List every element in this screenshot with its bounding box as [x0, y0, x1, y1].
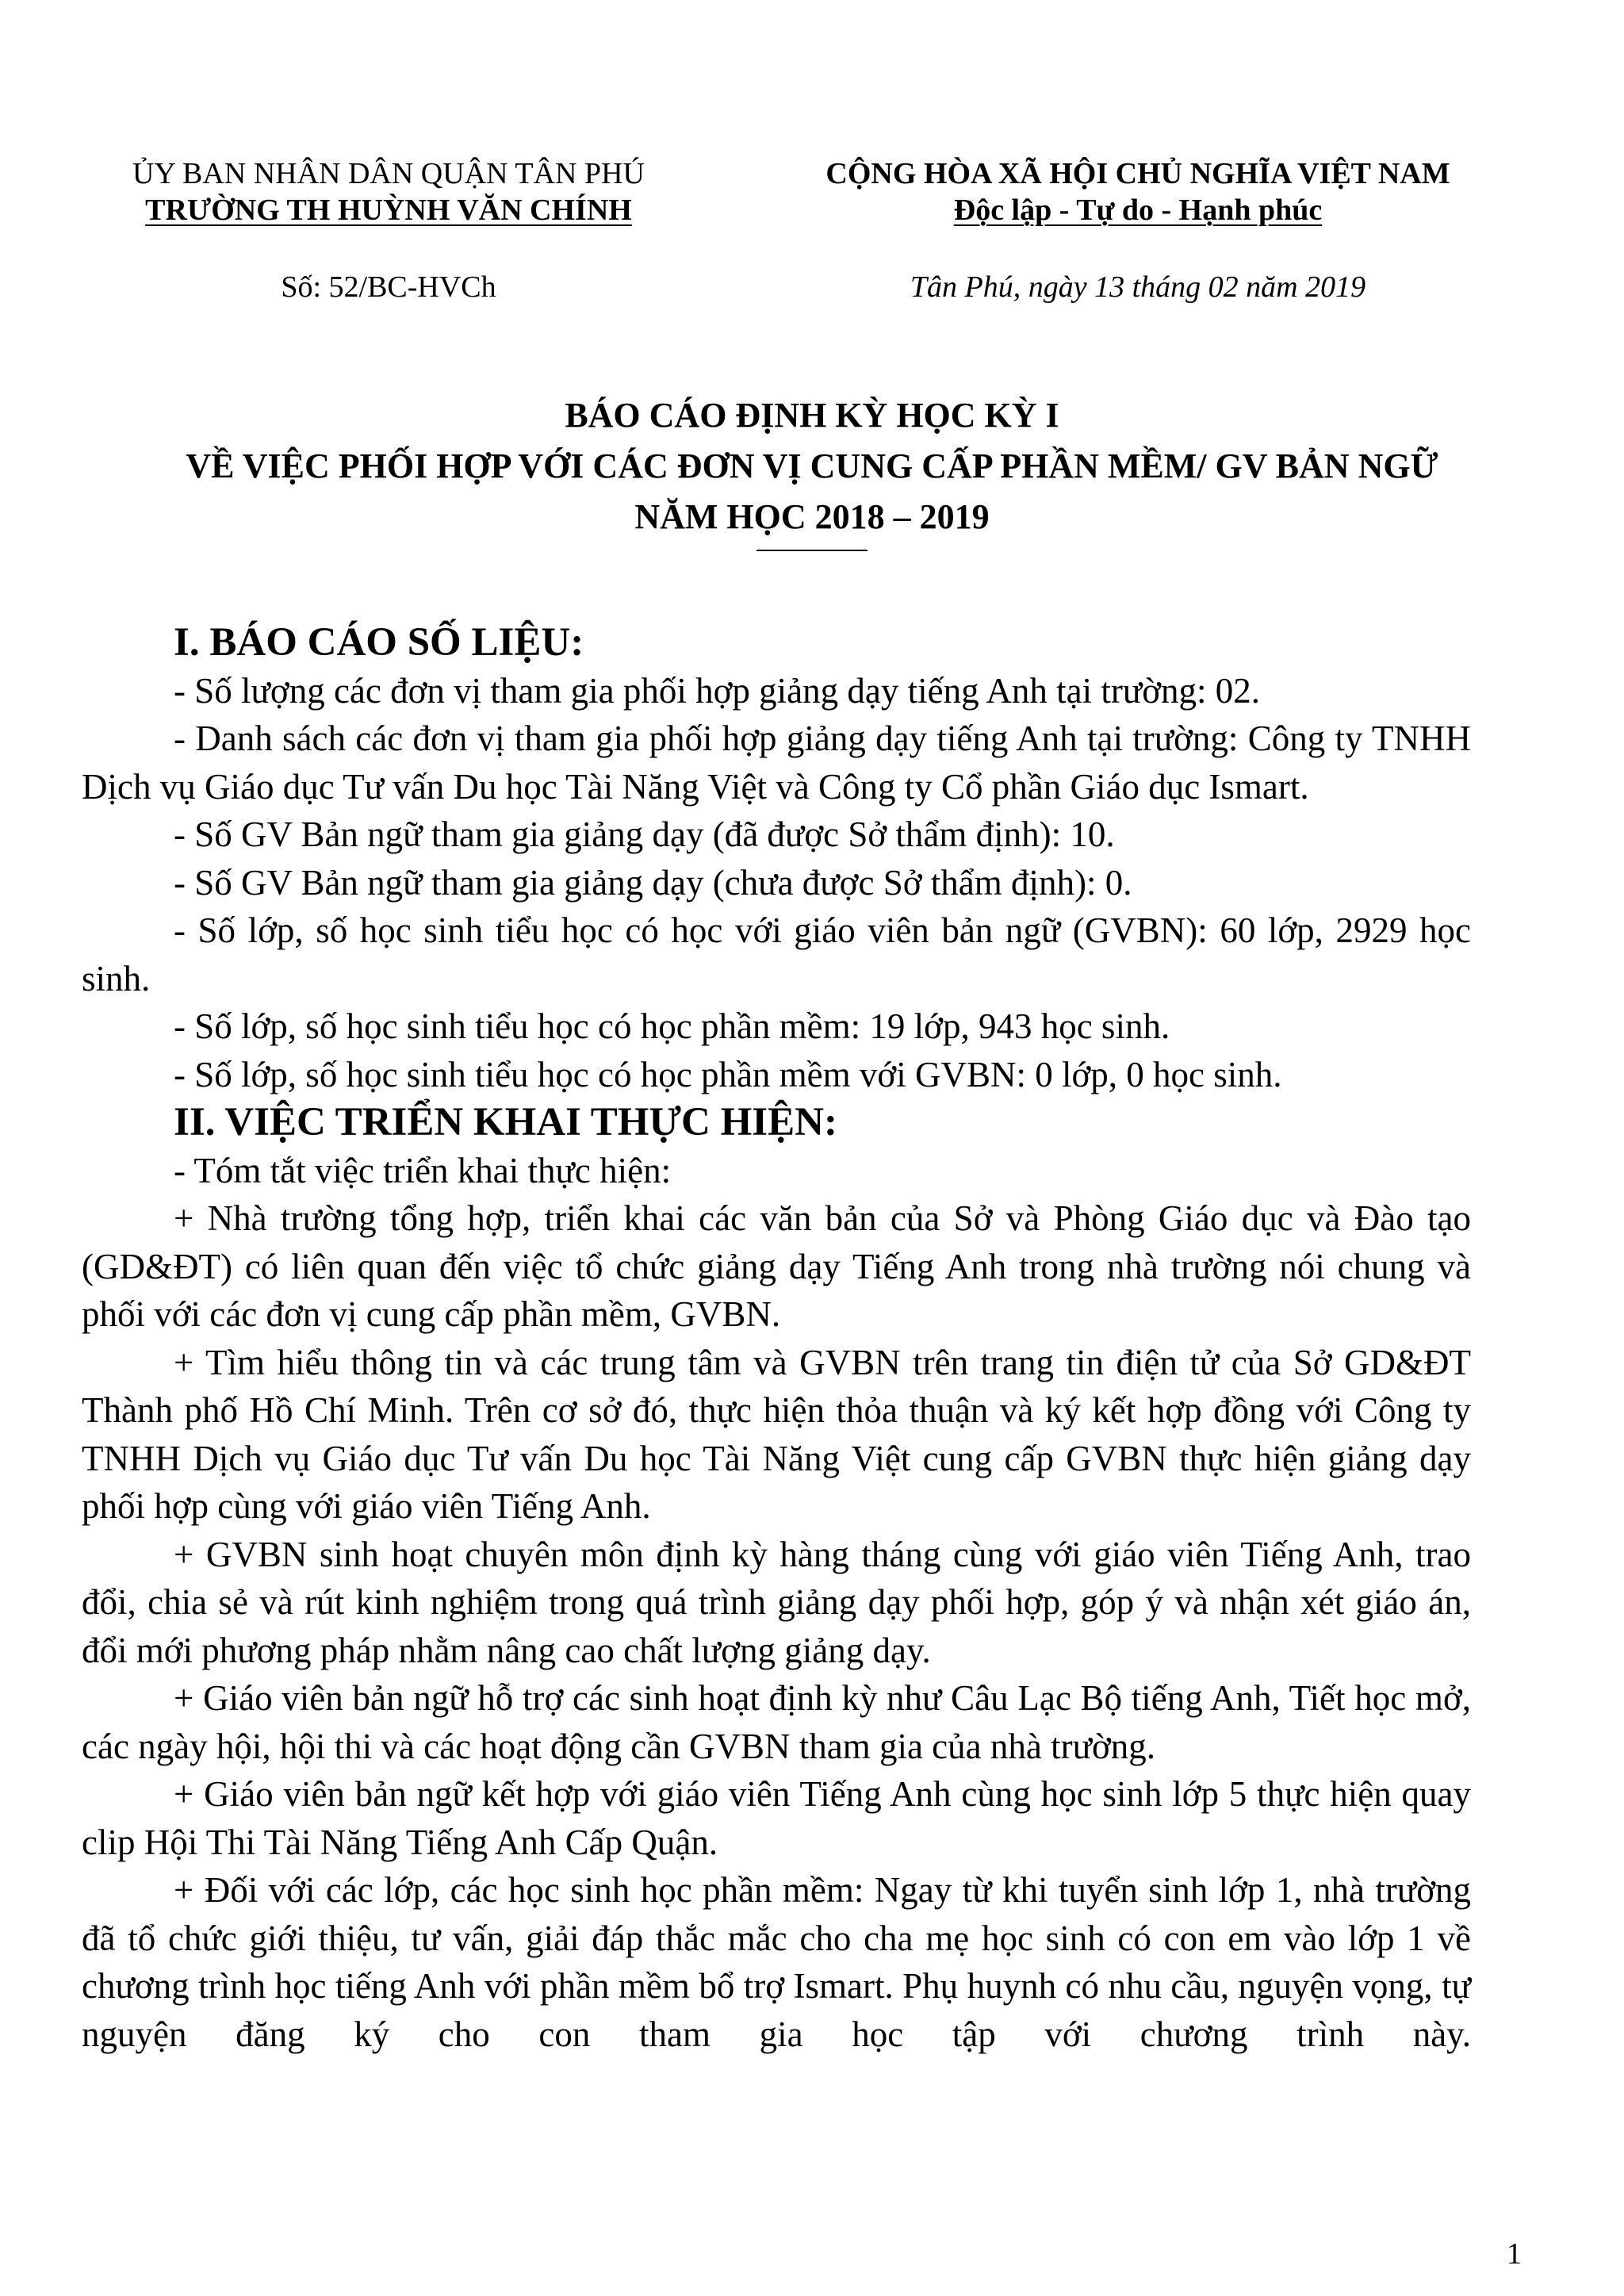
- country-name: CỘNG HÒA XÃ HỘI CHỦ NGHĨA VIỆT NAM: [825, 157, 1450, 190]
- section1-item: - Số lớp, số học sinh tiểu học có học với giáo viên bản ngữ (GVBN): 60 lớp, 2929 học sinh.: [82, 910, 1471, 999]
- section2-item: + Giáo viên bản ngữ kết hợp với giáo viên Tiếng Anh cùng học sinh lớp 5 thực hiện quay clip Hội Thi Tài Năng Tiếng Anh Cấp Quận.: [82, 1774, 1471, 1862]
- place-date: Tân Phú, ngày 13 tháng 02 năm 2019: [910, 270, 1366, 304]
- report-body: [82, 619, 1471, 2058]
- page-number: 1: [1507, 2237, 1522, 2271]
- section2-item: + Nhà trường tổng hợp, triển khai các văn bản của Sở và Phòng Giáo dục và Đào tạo (GD&ĐT) có liên quan đến việc tổ chức giảng dạy Tiếng Anh trong nhà trường nói chung và phối với các đơn vị cung cấp phần mềm, GVBN.: [82, 1198, 1471, 1334]
- report-title-line1: BÁO CÁO ĐỊNH KỲ HỌC KỲ I: [565, 396, 1059, 435]
- report-title-line2: VỀ VIỆC PHỐI HỢP VỚI CÁC ĐƠN VỊ CUNG CẤP PHẦN MỀM/ GV BẢN NGỮ: [186, 447, 1438, 485]
- section2-item: + Giáo viên bản ngữ hỗ trợ các sinh hoạt định kỳ như Câu Lạc Bộ tiếng Anh, Tiết học mở, các ngày hội, hội thi và các hoạt động cần GVBN tham gia của nhà trường.: [82, 1678, 1471, 1766]
- section-heading-1: I. BÁO CÁO SỐ LIỆU:: [174, 620, 584, 665]
- document-number: Số: 52/BC-HVCh: [281, 270, 496, 304]
- issuing-authority-block: [79, 155, 698, 228]
- section2-item: + Tìm hiểu thông tin và các trung tâm và GVBN trên trang tin điện tử của Sở GD&ĐT Thành phố Hồ Chí Minh. Trên cơ sở đó, thực hiện thỏa thuận và ký kết hợp đồng với Công ty TNHH Dịch vụ Giáo dục Tư vấn Du học Tài Năng Việt cung cấp GVBN thực hiện giảng dạy phối hợp cùng với giáo viên Tiếng Anh.: [82, 1342, 1471, 1526]
- title-divider: [756, 550, 868, 551]
- section-heading-2: II. VIỆC TRIỂN KHAI THỰC HIỆN:: [174, 1100, 837, 1144]
- section1-item: - Số lượng các đơn vị tham gia phối hợp giảng dạy tiếng Anh tại trường: 02.: [174, 670, 1261, 711]
- section2-item: + GVBN sinh hoạt chuyên môn định kỳ hàng tháng cùng với giáo viên Tiếng Anh, trao đổi, chia sẻ và rút kinh nghiệm trong quá trình giảng dạy phối hợp, góp ý và nhận xét giáo án, đổi mới phương pháp nhằm nâng cao chất lượng giảng dạy.: [82, 1534, 1471, 1670]
- section2-intro: - Tóm tắt việc triển khai thực hiện:: [174, 1150, 672, 1190]
- report-title-line3: NĂM HỌC 2018 – 2019: [634, 497, 990, 536]
- motto: Độc lập - Tự do - Hạnh phúc: [953, 194, 1323, 227]
- section1-item: - Số lớp, số học sinh tiểu học có học phần mềm: 19 lớp, 943 học sinh.: [174, 1006, 1170, 1046]
- national-motto-block: [761, 155, 1515, 228]
- district-committee: ỦY BAN NHÂN DÂN QUẬN TÂN PHÚ: [132, 157, 645, 190]
- section1-item: - Số GV Bản ngữ tham gia giảng dạy (đã được Sở thẩm định): 10.: [174, 815, 1115, 854]
- section1-item: - Số lớp, số học sinh tiểu học có học phần mềm với GVBN: 0 lớp, 0 học sinh.: [174, 1054, 1282, 1094]
- section1-item: - Số GV Bản ngữ tham gia giảng dạy (chưa được Sở thẩm định): 0.: [174, 862, 1132, 903]
- section2-item: + Đối với các lớp, các học sinh học phần mềm: Ngay từ khi tuyển sinh lớp 1, nhà trường đã tổ chức giới thiệu, tư vấn, giải đáp thắc mắc cho cha mẹ học sinh có con em vào lớp 1 về chương trình học tiếng Anh với phần mềm bổ trợ Ismart. Phụ huynh có nhu cầu, nguyện vọng, tự nguyện đăng ký cho con tham gia học tập với chương trình này.: [82, 1870, 1471, 2054]
- school-name: TRƯỜNG TH HUỲNH VĂN CHÍNH: [145, 194, 632, 227]
- section1-item: - Danh sách các đơn vị tham gia phối hợp giảng dạy tiếng Anh tại trường: Công ty TNHH Dịch vụ Giáo dục Tư vấn Du học Tài Năng Việt và Công ty Cổ phần Giáo dục Ismart.: [82, 719, 1471, 807]
